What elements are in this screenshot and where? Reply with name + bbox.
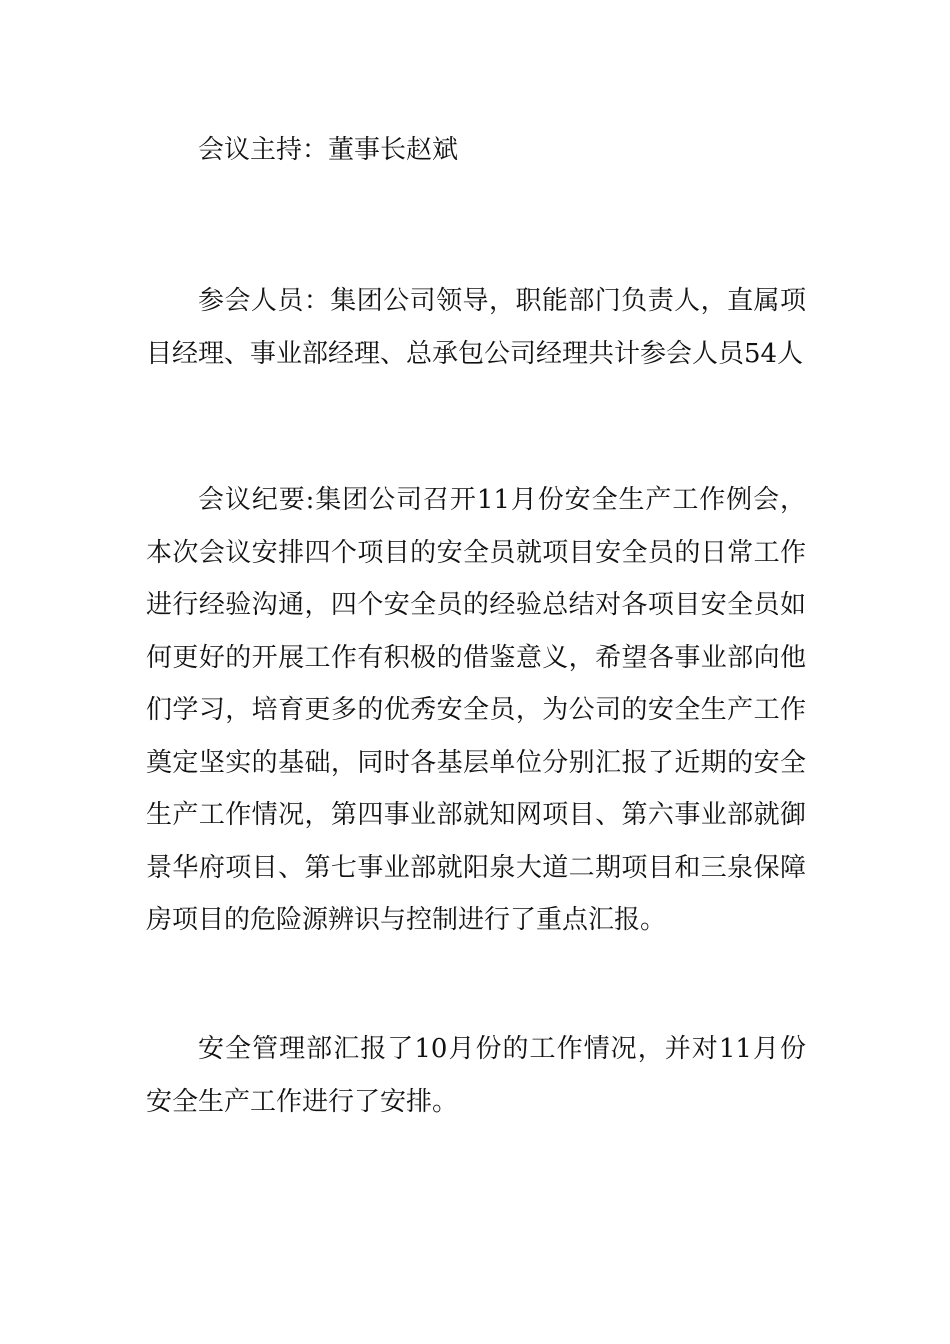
safety-report-paragraph: 安全管理部汇报了10月份的工作情况，并对11月份安全生产工作进行了安排。 [146, 1034, 806, 1117]
meeting-minutes-paragraph: 会议纪要:集团公司召开11月份安全生产工作例会，本次会议安排四个项目的安全员就项目安全员的日常工作进行经验沟通，四个安全员的经验总结对各项目安全员如何更好的开展工作有积极的借鉴意义，希望各事业部向他们学习，培育更多的优秀安全员，为公司的安全生产工作奠定坚实的基础，同时各基层单位分别汇报了近期的安全生产工作情况，第四事业部就知网项目、第六事业部就御景华府项目、第七事业部就阳泉大道二期项目和三泉保障房项目的危险源辨识与控制进行了重点汇报。 [146, 485, 806, 935]
meeting-host-paragraph: 会议主持：董事长赵斌 [198, 135, 459, 165]
attendees-paragraph: 参会人员：集团公司领导，职能部门负责人，直属项目经理、事业部经理、总承包公司经理共计参会人员54人 [146, 286, 806, 369]
